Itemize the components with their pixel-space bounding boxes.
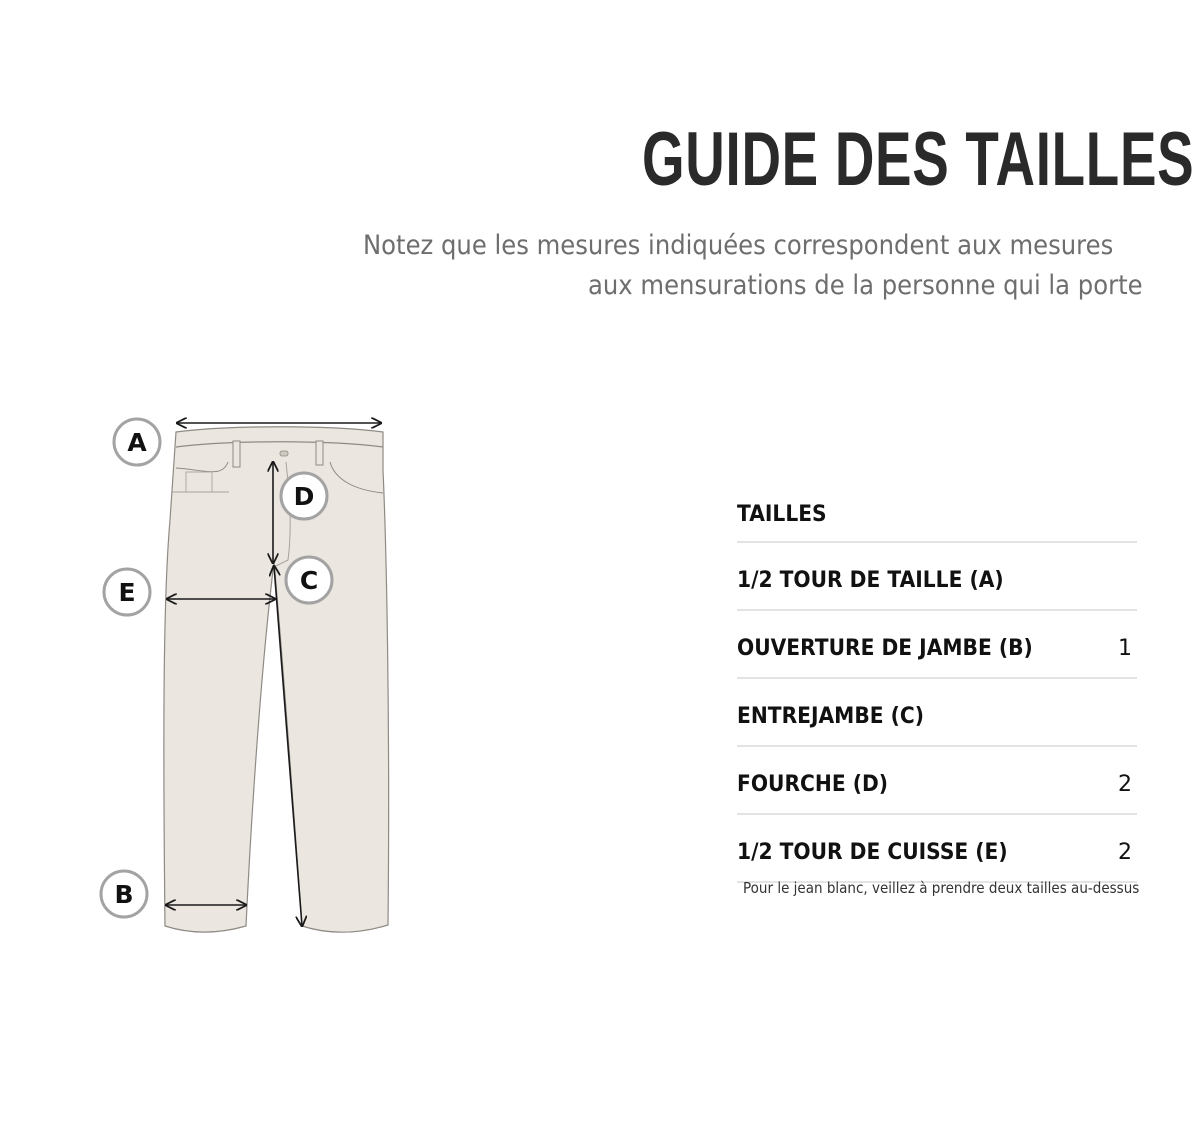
table-note: Pour le jean blanc, veillez à prendre deux tailles au-dessus — [743, 879, 1140, 897]
button — [280, 451, 288, 456]
row-label-waist: 1/2 TOUR DE TAILLE (A) — [737, 568, 1004, 593]
page-title: GUIDE DES TAILLES — [642, 117, 1194, 202]
table-header-label: TAILLES — [737, 502, 827, 527]
table-row — [737, 815, 1137, 883]
table-row — [737, 543, 1137, 611]
label-c — [286, 557, 332, 603]
table-row — [737, 611, 1137, 679]
row-value-rise: 2 — [1118, 772, 1132, 797]
jeans-silhouette — [164, 427, 389, 933]
jeans-diagram — [95, 405, 405, 940]
label-a-text: A — [127, 428, 147, 457]
table-row — [737, 679, 1137, 747]
label-d — [281, 473, 327, 519]
belt-loop — [233, 441, 240, 467]
row-label-thigh: 1/2 TOUR DE CUISSE (E) — [737, 840, 1008, 865]
label-e-text: E — [118, 578, 136, 607]
label-a — [114, 419, 160, 465]
row-label-inseam: ENTREJAMBE (C) — [737, 704, 924, 729]
label-d-text: D — [293, 482, 315, 511]
belt-loop — [316, 441, 323, 465]
row-label-leg-opening: OUVERTURE DE JAMBE (B) — [737, 636, 1033, 661]
row-value-leg-opening: 1 — [1118, 636, 1132, 661]
subtitle-line-1: Notez que les mesures indiquées correspondent aux mesures — [363, 230, 1114, 261]
subtitle-line-2: aux mensurations de la personne qui la porte — [588, 270, 1143, 301]
label-b — [101, 871, 147, 917]
table-header-row — [737, 493, 1137, 543]
size-table — [737, 493, 1137, 883]
label-e — [104, 569, 150, 615]
label-b-text: B — [114, 880, 134, 909]
table-row — [737, 747, 1137, 815]
row-value-thigh: 2 — [1118, 840, 1132, 865]
row-label-rise: FOURCHE (D) — [737, 772, 889, 797]
label-c-text: C — [299, 566, 319, 595]
